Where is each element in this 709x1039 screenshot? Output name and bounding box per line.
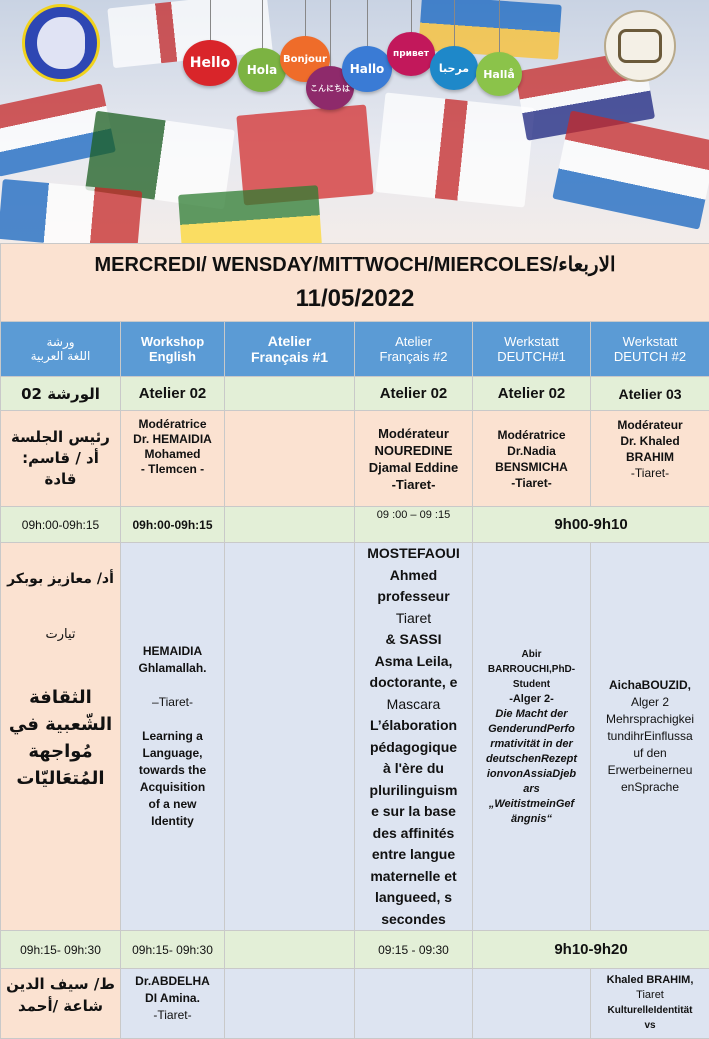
workshop-header-row (1, 322, 709, 377)
moderator-german-1: Modératrice Dr.Nadia BENSMICHA -Tiaret- (473, 411, 591, 507)
date-title: 11/05/2022 (1, 285, 709, 322)
header-german-1: Werkstatt DEUTCH#1 (473, 322, 591, 377)
flag-decoration (0, 179, 142, 243)
university-logo (604, 10, 676, 82)
time-english-2: 09h:15- 09h:30 (121, 931, 225, 969)
session1-english: HEMAIDIA Ghlamallah. –Tiaret- Learning a Language, towards the Acquisition of a new Identity (121, 543, 225, 931)
session2-german-1 (473, 969, 591, 1039)
time-english-1: 09h:00-09h:15 (121, 507, 225, 543)
header-arabic-workshop: ورشة اللغة العربية (1, 322, 121, 377)
moderator-english: Modératrice Dr. HEMAIDIA Mohamed - Tlemcen - (121, 411, 225, 507)
session1-french-2: MOSTEFAOUI Ahmed professeur Tiaret & SASSI Asma Leila, doctorante, e Mascara L’élaboration pédagogique à l'ère du plurilinguism e sur la base des affinités entre langue maternelle et langueed, s secondes (355, 543, 473, 931)
time-german-1: 9h00-9h10 (473, 507, 709, 543)
time-arabic-1: 09h:00-09h:15 (1, 507, 121, 543)
atelier-row (1, 377, 709, 411)
session2-german-2: Khaled BRAHIM, Tiaret KulturelleIdentität vs (591, 969, 709, 1039)
time-french-1-empty (225, 507, 355, 543)
moderator-arabic: رئيس الجلسة :أد / قاسم قادة (1, 411, 121, 507)
head-profile-icon (37, 17, 85, 69)
time-row-1 (1, 507, 709, 543)
session1-german-2: AichaBOUZID, Alger 2 Mehrsprachigkei tundihrEinflussa uf den Erwerbeinerneu enSprache (591, 543, 709, 931)
moderator-french-2: Modérateur NOUREDINE Djamal Eddine -Tiaret- (355, 411, 473, 507)
atelier-german-1: Atelier 02 (473, 377, 591, 411)
atelier-english: Atelier 02 (121, 377, 225, 411)
time-french-2-1: 09 :00 – 09 :15 (355, 507, 473, 543)
day-title: MERCREDI/ WENSDAY/MITTWOCH/MIERCOLES/الاربعاء (1, 244, 709, 285)
moderator-german-2: Modérateur Dr. Khaled BRAHIM -Tiaret- (591, 411, 709, 507)
greeting-bubble-privet: привет (387, 32, 435, 76)
header-english-workshop: Workshop English (121, 322, 225, 377)
greeting-bubble-hallo: Hallo (342, 46, 392, 92)
time-arabic-2: 09h:15- 09h:30 (1, 931, 121, 969)
header-banner (0, 0, 709, 243)
left-logo (22, 4, 100, 82)
header-german-2: Werkstatt DEUTCH #2 (591, 322, 709, 377)
time-french-2-2: 09:15 - 09:30 (355, 931, 473, 969)
session1-arabic: أد/ معازيز بوبكر تيارت الثقافة الشّعبية في مُواجهة المُتعَاليّات (1, 543, 121, 931)
session-row-1 (1, 543, 709, 931)
time-row-2 (1, 931, 709, 969)
moderator-row (1, 411, 709, 507)
session2-french-2 (355, 969, 473, 1039)
session-row-2 (1, 969, 709, 1039)
atelier-french-1 (225, 377, 355, 411)
greeting-bubble-bonjour: Bonjour (280, 36, 330, 82)
session2-french-1 (225, 969, 355, 1039)
atelier-arabic: الورشة 02 (1, 377, 121, 411)
session1-german-1: Abir BARROUCHI,PhD- Student -Alger 2- Die Macht der GenderundPerfo rmativität in der deutschenRezept ionvonAssiaDjeb ars „WeitistmeinGef ängnis“ (473, 543, 591, 931)
greeting-bubble-halla: Hallå (476, 52, 522, 96)
greeting-bubble-marhaba: مرحبا (430, 46, 478, 90)
moderator-french-1 (225, 411, 355, 507)
calligraphy-emblem-icon (618, 29, 662, 63)
atelier-french-2: Atelier 02 (355, 377, 473, 411)
header-french-2: Atelier Français #2 (355, 322, 473, 377)
time-french-1-empty-2 (225, 931, 355, 969)
greeting-bubble-hola: Hola (238, 48, 286, 92)
session2-arabic: ط/ سيف الدين شاعة /أحمد (1, 969, 121, 1039)
time-german-2: 9h10-9h20 (473, 931, 709, 969)
greeting-bubble-hello: Hello (183, 40, 237, 86)
flag-decoration (552, 110, 709, 229)
schedule-table (0, 243, 709, 1039)
greeting-bubble-konnichiwa: こんにちは (306, 66, 354, 110)
header-french-1: Atelier Français #1 (225, 322, 355, 377)
atelier-german-2: Atelier 03 (591, 377, 709, 411)
flag-decoration (375, 92, 535, 207)
session1-french-1 (225, 543, 355, 931)
session2-english: Dr.ABDELHA DI Amina. -Tiaret- (121, 969, 225, 1039)
flag-decoration (178, 185, 322, 243)
